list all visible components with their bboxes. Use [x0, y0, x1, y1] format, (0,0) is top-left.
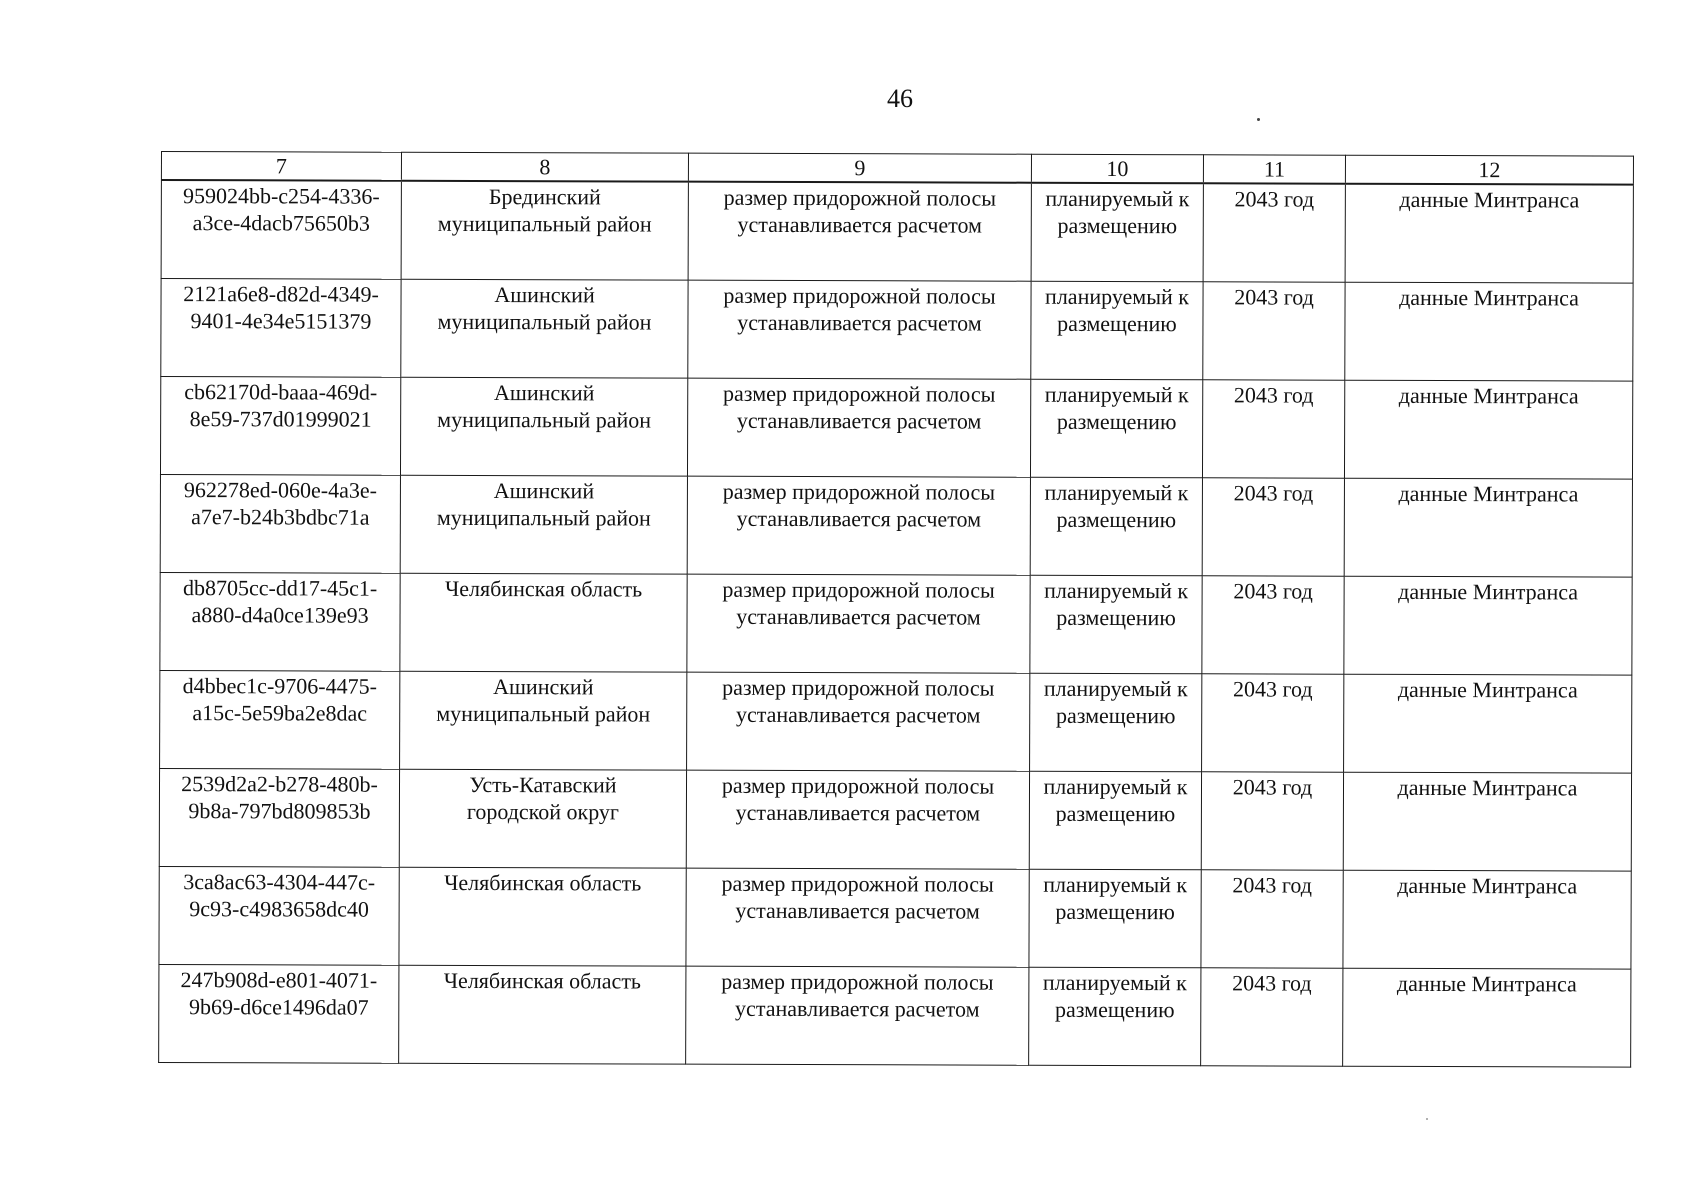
cell-text: Ашинский: [494, 282, 595, 308]
table-row: [159, 768, 1631, 871]
cell-text: планируемый к: [1044, 577, 1189, 604]
cell-text: данные Минтранса: [1397, 676, 1578, 703]
cell-source: [1343, 870, 1631, 969]
cell-text: данные Минтранса: [1398, 382, 1579, 409]
cell-text: размер придорожной полосы: [721, 870, 994, 897]
cell-text: Челябинская область: [444, 575, 643, 602]
cell-text: планируемый к: [1043, 871, 1188, 898]
cell-object-id: [161, 180, 401, 279]
cell-text: муниципальный район: [437, 210, 652, 237]
scan-speck: [1257, 118, 1260, 121]
cell-text: a15c-5e59ba2e8dac: [192, 700, 368, 726]
cell-text: размещению: [1056, 604, 1176, 631]
cell-text: 2043 год: [1234, 186, 1315, 212]
cell-year: [1201, 870, 1343, 968]
cell-text: данные Минтранса: [1398, 480, 1579, 507]
cell-text: планируемый к: [1043, 675, 1188, 702]
cell-text: планируемый к: [1043, 773, 1188, 800]
cell-text: планируемый к: [1045, 283, 1190, 310]
cell-text: 2539d2a2-b278-480b-: [181, 771, 378, 797]
cell-text: 3ca8ac63-4304-447c-: [183, 869, 376, 895]
cell-year: [1202, 478, 1344, 576]
cell-text: устанавливается расчетом: [736, 603, 981, 630]
cell-text: a3ce-4dacb75650b3: [192, 210, 370, 236]
cell-text: устанавливается расчетом: [735, 701, 981, 728]
cell-roadside-size: [687, 672, 1030, 771]
table-row: [161, 180, 1633, 283]
cell-text: устанавливается расчетом: [737, 211, 983, 238]
header-row: [161, 152, 1633, 185]
cell-text: Ашинский: [494, 380, 595, 406]
cell-text: устанавливается расчетом: [735, 897, 980, 924]
cell-year: [1201, 772, 1343, 870]
cell-territory: [401, 181, 688, 280]
cell-status: [1031, 183, 1203, 282]
table-row: [161, 279, 1633, 382]
cell-object-id: [160, 670, 400, 769]
cell-text: планируемый к: [1045, 185, 1190, 212]
cell-text: Челябинская область: [444, 869, 642, 896]
cell-text: размещению: [1055, 898, 1175, 925]
scan-speck: [1426, 1118, 1428, 1120]
cell-year: [1201, 968, 1343, 1066]
cell-text: размер придорожной полосы: [722, 478, 996, 505]
cell-text: данные Минтранса: [1398, 578, 1579, 605]
cell-object-id: [159, 964, 399, 1063]
cell-roadside-size: [687, 378, 1030, 477]
cell-territory: [400, 671, 687, 770]
cell-roadside-size: [686, 868, 1029, 967]
cell-roadside-size: [688, 182, 1031, 282]
cell-text: данные Минтранса: [1397, 774, 1578, 801]
cell-roadside-size: [686, 966, 1029, 1065]
cell-text: планируемый к: [1042, 969, 1187, 996]
cell-territory: [400, 573, 687, 672]
column-header: 11: [1203, 155, 1345, 184]
cell-source: [1344, 380, 1632, 479]
cell-roadside-size: [687, 574, 1030, 673]
cell-status: [1029, 771, 1201, 870]
cell-roadside-size: [688, 280, 1031, 379]
cell-text: 9c93-c4983658dc40: [189, 896, 369, 922]
cell-roadside-size: [686, 770, 1029, 869]
cell-text: cb62170d-baaa-469d-: [184, 379, 378, 405]
cell-text: городской округ: [466, 798, 619, 825]
table-row: [160, 572, 1632, 675]
cell-status: [1031, 281, 1203, 380]
cell-text: размер придорожной полосы: [721, 968, 994, 995]
cell-object-id: [159, 768, 399, 867]
cell-text: 9b69-d6ce1496da07: [188, 994, 369, 1020]
cell-text: 2043 год: [1233, 382, 1314, 408]
table-row: [160, 474, 1632, 577]
cell-text: размещению: [1056, 408, 1177, 435]
cell-status: [1029, 967, 1201, 1066]
cell-text: данные Минтранса: [1397, 872, 1578, 899]
cell-territory: [399, 867, 686, 966]
data-table: [158, 151, 1634, 1068]
cell-text: муниципальный район: [437, 308, 652, 335]
cell-text: размещению: [1056, 506, 1177, 533]
cell-text: db8705cc-dd17-45c1-: [182, 575, 378, 601]
cell-text: планируемый к: [1044, 479, 1189, 506]
cell-text: a880-d4a0ce139e93: [191, 602, 369, 628]
table-row: [159, 964, 1631, 1067]
cell-text: Ашинский: [493, 478, 595, 504]
cell-status: [1030, 673, 1202, 772]
cell-text: муниципальный район: [436, 700, 651, 727]
cell-text: данные Минтранса: [1399, 284, 1580, 311]
cell-text: 2043 год: [1232, 676, 1313, 702]
cell-source: [1343, 968, 1631, 1067]
cell-text: устанавливается расчетом: [735, 995, 980, 1022]
cell-text: Брединский: [488, 184, 601, 210]
cell-object-id: [160, 572, 400, 671]
cell-text: Челябинская область: [443, 967, 642, 994]
cell-text: 2121a6e8-d82d-4349-: [183, 281, 379, 307]
cell-text: 8e59-737d01999021: [189, 406, 372, 432]
cell-text: d4bbec1c-9706-4475-: [182, 673, 377, 699]
cell-roadside-size: [687, 476, 1030, 575]
column-header: 12: [1345, 155, 1633, 184]
table-row: [160, 670, 1632, 773]
page-number: 46: [887, 84, 913, 113]
cell-year: [1203, 183, 1345, 282]
cell-territory: [399, 965, 686, 1064]
cell-text: размер придорожной полосы: [723, 282, 996, 309]
cell-text: размещению: [1057, 310, 1177, 337]
cell-text: размер придорожной полосы: [723, 184, 997, 211]
cell-object-id: [159, 866, 399, 965]
cell-status: [1030, 575, 1202, 674]
cell-text: размещению: [1057, 212, 1178, 239]
cell-text: 2043 год: [1234, 284, 1314, 310]
cell-source: [1344, 576, 1632, 675]
cell-text: данные Минтранса: [1399, 186, 1580, 213]
column-header: 10: [1031, 154, 1203, 183]
cell-text: Ашинский: [493, 674, 594, 700]
cell-object-id: [160, 474, 400, 573]
cell-text: 2043 год: [1232, 774, 1313, 800]
cell-text: устанавливается расчетом: [735, 799, 981, 826]
cell-status: [1030, 477, 1202, 576]
table-body: [159, 180, 1634, 1067]
cell-text: 959024bb-c254-4336-: [182, 183, 380, 209]
cell-text: размещению: [1055, 800, 1176, 827]
cell-text: размер придорожной полосы: [722, 674, 995, 701]
table-row: [160, 377, 1632, 480]
column-header: 7: [161, 152, 401, 181]
cell-text: 9b8a-797bd809853b: [188, 798, 371, 824]
cell-text: 247b908d-e801-4071-: [180, 967, 378, 993]
cell-text: размещению: [1055, 996, 1175, 1023]
cell-year: [1203, 282, 1345, 380]
cell-text: данные Минтранса: [1396, 970, 1577, 997]
cell-text: размер придорожной полосы: [721, 772, 995, 799]
cell-status: [1030, 379, 1202, 478]
cell-territory: [400, 377, 687, 476]
cell-text: 962278ed-060e-4a3e-: [183, 477, 377, 503]
cell-text: 2043 год: [1232, 872, 1313, 898]
cell-text: 9401-4e34e5151379: [190, 308, 372, 334]
cell-year: [1202, 674, 1344, 772]
cell-territory: [399, 769, 686, 868]
cell-text: 2043 год: [1232, 970, 1312, 996]
cell-year: [1202, 380, 1344, 478]
column-header: 8: [401, 152, 688, 181]
cell-text: 2043 год: [1233, 480, 1314, 506]
cell-text: 2043 год: [1233, 578, 1313, 604]
cell-text: планируемый к: [1044, 381, 1189, 408]
cell-text: a7e7-b24b3bdbc71a: [191, 504, 370, 530]
cell-text: размещению: [1055, 702, 1176, 729]
cell-status: [1029, 869, 1201, 968]
cell-source: [1344, 674, 1632, 773]
cell-text: муниципальный район: [437, 406, 652, 433]
cell-source: [1344, 478, 1632, 577]
cell-territory: [400, 475, 687, 574]
table-row: [159, 866, 1631, 969]
cell-year: [1202, 576, 1344, 674]
column-header: 9: [688, 153, 1031, 183]
cell-text: устанавливается расчетом: [736, 505, 982, 532]
cell-text: устанавливается расчетом: [736, 407, 982, 434]
cell-territory: [401, 279, 688, 378]
cell-object-id: [161, 279, 401, 378]
cell-text: размер придорожной полосы: [723, 380, 996, 407]
cell-source: [1345, 184, 1633, 283]
cell-source: [1343, 772, 1631, 871]
cell-text: муниципальный район: [436, 504, 651, 531]
cell-object-id: [160, 377, 400, 476]
cell-text: размер придорожной полосы: [722, 576, 995, 603]
cell-text: Усть-Катавский: [469, 771, 617, 798]
cell-text: устанавливается расчетом: [737, 309, 982, 336]
cell-source: [1345, 282, 1633, 381]
